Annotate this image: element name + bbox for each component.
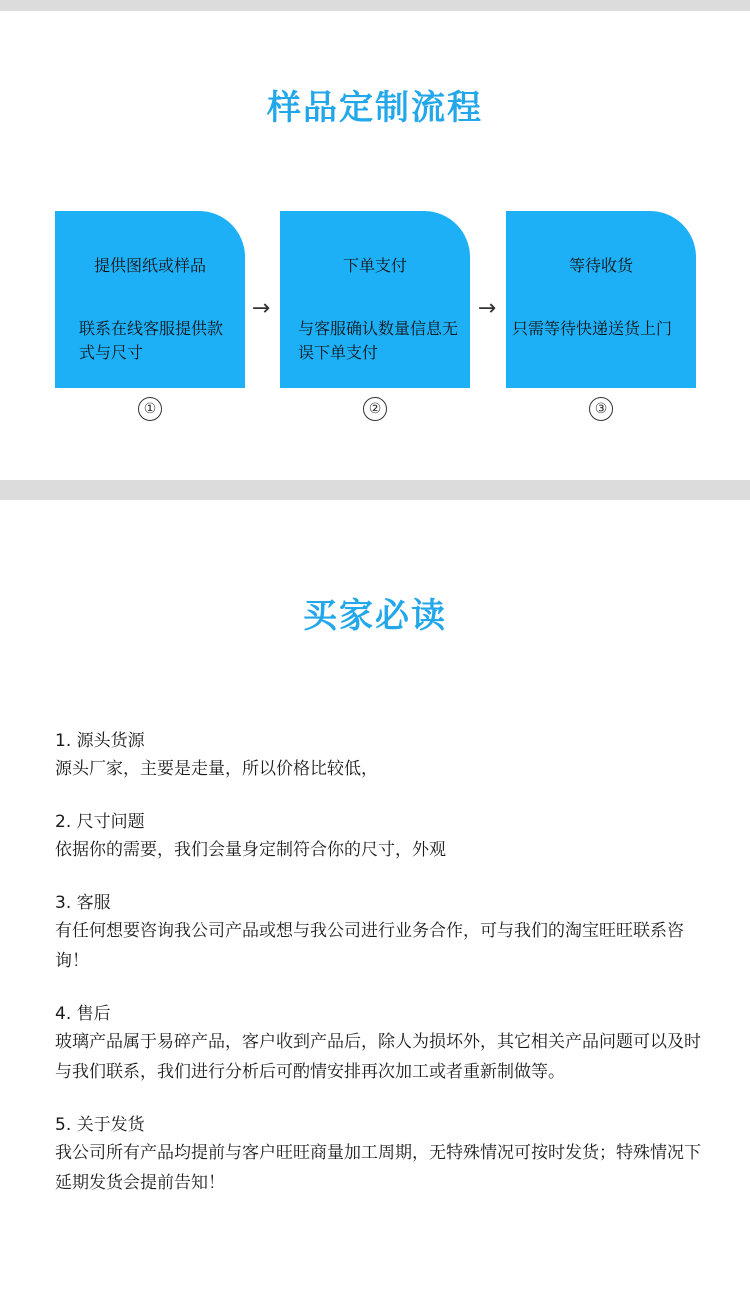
note-body: 源头厂家，主要是走量，所以价格比较低， xyxy=(55,759,378,779)
note-body: 我公司所有产品均提前与客户旺旺商量加工周期，无特殊情况可按时发货；特殊情况下延期发货会提前告知！ xyxy=(55,1143,701,1193)
step-1-desc: 联系在线客服提供款式与尺寸 xyxy=(79,319,224,362)
step-number-3: ③ xyxy=(589,397,613,421)
note-body: 玻璃产品属于易碎产品，客户收到产品后，除人为损坏外，其它相关产品问题可以及时与我们联系，我们进行分析后可酌情安排再次加工或者重新制做等。 xyxy=(55,1032,701,1082)
step-card-1 xyxy=(55,211,245,388)
step-card-3 xyxy=(506,211,696,388)
note-item xyxy=(55,728,705,784)
top-divider-band xyxy=(0,0,750,11)
note-heading: 5. 关于发货 xyxy=(55,1115,145,1135)
step-2-title: 下单支付 xyxy=(342,256,407,275)
note-heading: 3. 客服 xyxy=(55,893,111,913)
arrow-right-icon: → xyxy=(477,296,497,321)
step-2-desc: 与客服确认数量信息无误下单支付 xyxy=(298,319,459,362)
buyer-notes-title: 买家必读 xyxy=(303,596,447,636)
step-card-2 xyxy=(280,211,470,388)
note-heading: 4. 售后 xyxy=(55,1004,111,1024)
note-body: 依据你的需要，我们会量身定制符合你的尺寸，外观 xyxy=(55,840,446,860)
note-heading: 1. 源头货源 xyxy=(55,731,145,751)
note-heading: 2. 尺寸问题 xyxy=(55,812,145,832)
step-3-title: 等待收货 xyxy=(568,256,633,275)
note-body: 有任何想要咨询我公司产品或想与我公司进行业务合作，可与我们的淘宝旺旺联系咨询！ xyxy=(55,921,684,971)
note-item xyxy=(55,890,705,976)
step-number-1: ① xyxy=(138,397,162,421)
process-title: 样品定制流程 xyxy=(267,88,483,128)
arrow-right-icon: → xyxy=(251,296,271,321)
note-item xyxy=(55,1112,705,1198)
note-item xyxy=(55,809,705,865)
step-number-2: ② xyxy=(363,397,387,421)
step-1-title: 提供图纸或样品 xyxy=(93,256,206,275)
section-divider-band xyxy=(0,480,750,500)
buyer-notes-list xyxy=(55,728,705,1223)
note-item xyxy=(55,1001,705,1087)
step-3-desc: 只需等待快递送货上门 xyxy=(512,319,673,338)
